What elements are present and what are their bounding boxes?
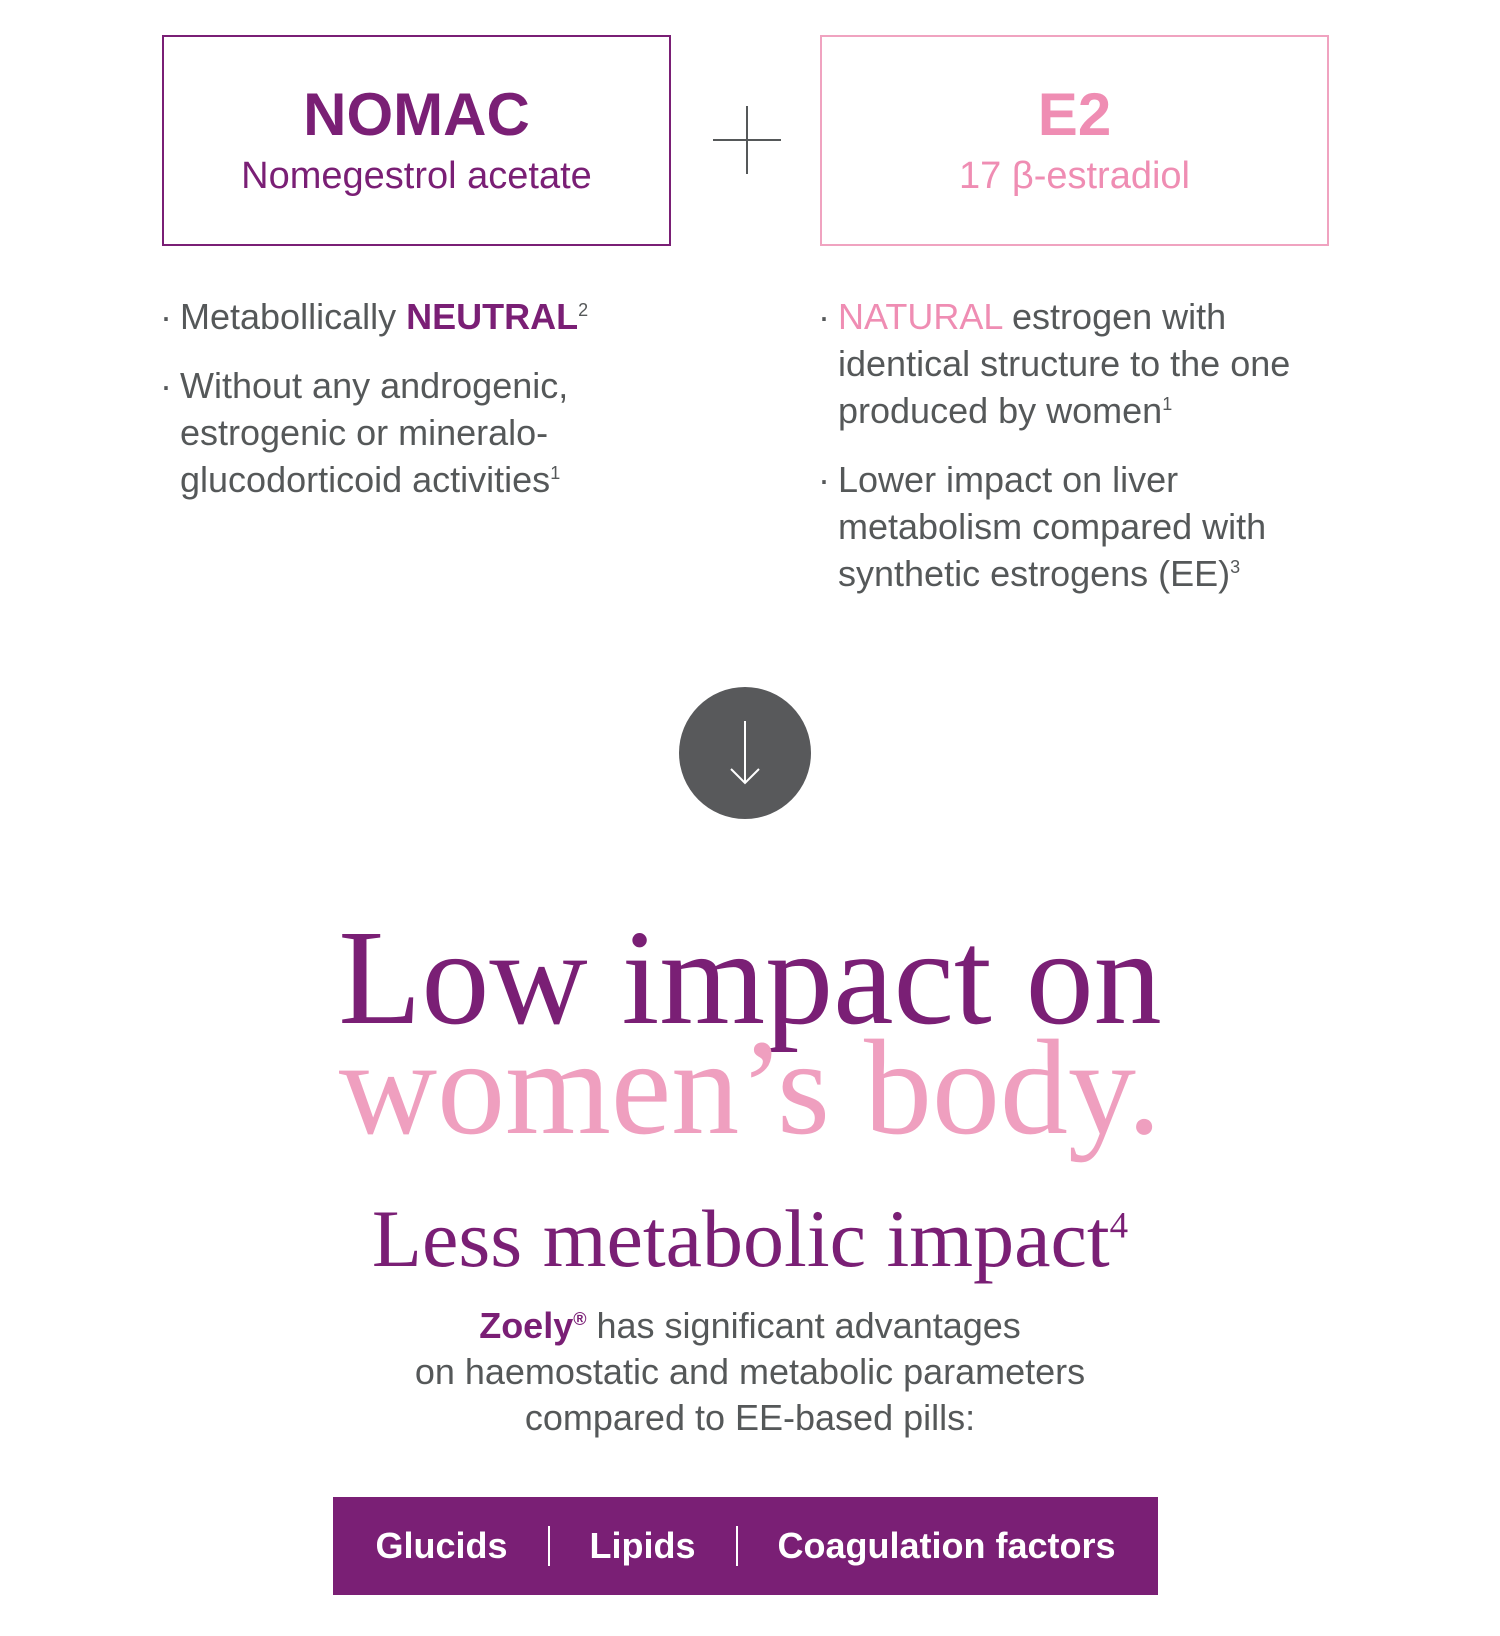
plus-icon (713, 106, 781, 174)
neutral-highlight: NEUTRAL (406, 296, 579, 337)
factor-lipids: Lipids (589, 1525, 696, 1566)
e2-bullet-liver: · Lower impact on liver metabolism compared with synthetic estrogens (EE)$^3$ (818, 456, 1338, 597)
nomac-title: NOMAC (303, 81, 530, 148)
headline-line-2: women’s body. (338, 1013, 1162, 1163)
factor-divider (548, 1526, 550, 1566)
nomac-box (162, 35, 671, 246)
factor-divider (736, 1526, 738, 1566)
e2-bullet-natural: · NATURAL estrogen with identical structure to the one produced by women$^1$ (818, 293, 1338, 434)
headline-line-1: Low impact on (338, 903, 1162, 1053)
e2-subtitle: 17 β-estradiol (959, 155, 1190, 197)
bullet-dot: · (818, 296, 830, 337)
brand-name: Zoely® (479, 1305, 587, 1346)
nomac-bullet-neutral: · Metabollically NEUTRAL$^2$ (160, 293, 640, 340)
e2-box (820, 35, 1329, 246)
factor-glucids: Glucids (375, 1525, 508, 1566)
bullet-dot: · (160, 296, 172, 337)
nomac-bullet-list (160, 293, 640, 525)
bullet-dot: · (818, 459, 830, 500)
factor-coagulation: Coagulation factors (777, 1525, 1116, 1566)
nomac-bullet-activities: · Without any androgenic, estrogenic or mineralo-glucodorticoid activities$^1$ (160, 362, 640, 503)
advantages-paragraph: Zoely® has significant advantages on haemostatic and metabolic parameters compared to EE-based pills: (414, 1305, 1086, 1438)
factors-banner (333, 1497, 1158, 1595)
bullet-dot: · (160, 365, 172, 406)
arrow-down-icon (679, 687, 811, 819)
e2-title: E2 (1037, 81, 1112, 148)
subheadline: Less metabolic impact$^4$ (371, 1193, 1129, 1284)
e2-bullet-list (818, 293, 1338, 619)
natural-highlight: NATURAL (838, 296, 1003, 337)
nomac-subtitle: Nomegestrol acetate (241, 155, 592, 197)
